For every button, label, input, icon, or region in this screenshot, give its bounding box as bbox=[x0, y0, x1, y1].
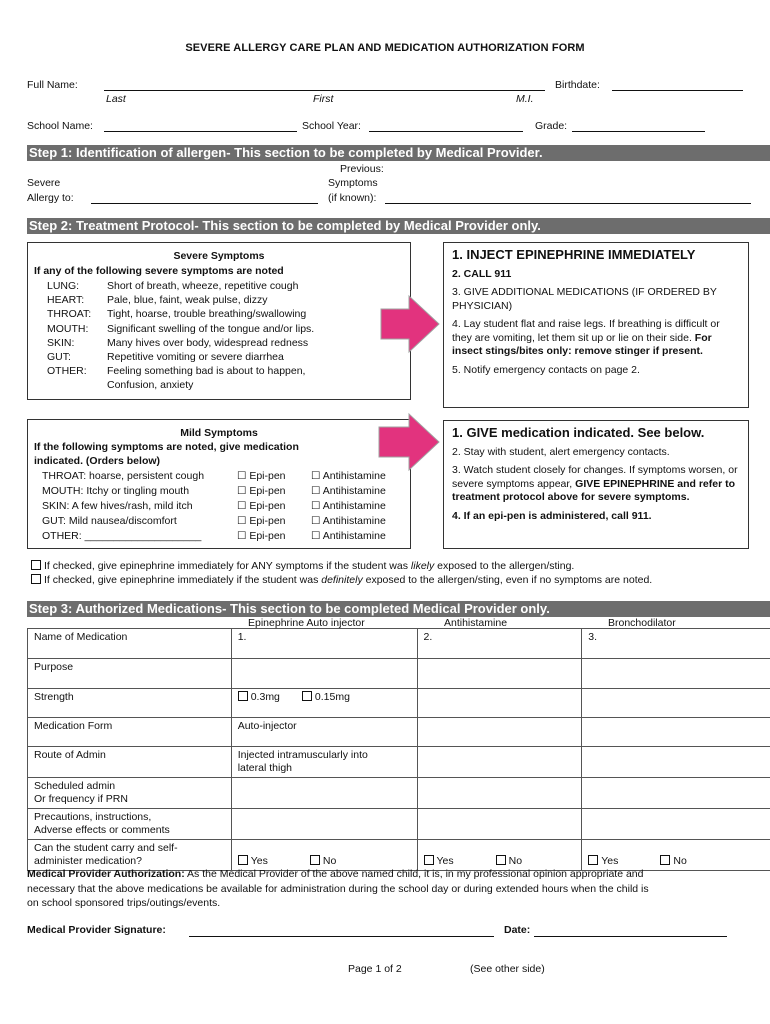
table-row bbox=[28, 747, 770, 778]
severe-symptoms-box bbox=[27, 242, 411, 400]
severe-symptom-label: OTHER: bbox=[47, 365, 87, 378]
severe-symptom-text: Confusion, anxiety bbox=[107, 379, 194, 392]
yes-label: Yes bbox=[250, 855, 268, 867]
no-checkbox[interactable] bbox=[660, 855, 670, 865]
severe-symptom-text: Significant swelling of the tongue and/or lips. bbox=[107, 322, 315, 335]
severe-symptoms-list bbox=[47, 279, 314, 393]
mild-symptom-row bbox=[42, 529, 386, 544]
med-1-form[interactable]: Auto-injector bbox=[231, 718, 417, 747]
route-line-1: Injected intramuscularly into bbox=[237, 749, 368, 761]
row-label: Medication Form bbox=[28, 718, 232, 747]
prec-line-1: Precautions, instructions, bbox=[34, 811, 152, 823]
mild-symptoms-list bbox=[42, 469, 386, 544]
row-label: Name of Medication bbox=[28, 629, 232, 659]
definite-text-end: exposed to the allergen/sting, even if no symptoms are noted. bbox=[362, 574, 653, 586]
no-checkbox[interactable] bbox=[310, 855, 320, 865]
med-3-precautions[interactable] bbox=[582, 809, 770, 840]
sched-line-1: Scheduled admin bbox=[34, 780, 116, 792]
severe-symptom-text: Short of breath, wheeze, repetitive cough bbox=[107, 280, 299, 292]
row-label: Purpose bbox=[28, 659, 232, 689]
mild-step-3-epinephrine: GIVE EPINEPHRINE and refer to treatment protocol above for severe symptoms. bbox=[452, 477, 736, 503]
med-2-name[interactable]: 2. bbox=[417, 629, 582, 659]
epipen-option[interactable]: ☐ Epi-pen bbox=[237, 515, 286, 527]
med-3-schedule[interactable] bbox=[582, 778, 770, 809]
mild-symptom-row bbox=[42, 514, 386, 529]
row-label bbox=[28, 778, 232, 809]
grade-field[interactable] bbox=[572, 131, 705, 132]
mild-symptom-text: THROAT: hoarse, persistent cough bbox=[42, 470, 205, 482]
med-2-purpose[interactable] bbox=[417, 659, 582, 689]
table-row bbox=[28, 689, 770, 718]
yes-checkbox[interactable] bbox=[588, 855, 598, 865]
likely-text-end: exposed to the allergen/sting. bbox=[434, 560, 575, 572]
severe-step-1: 1. INJECT EPINEPHRINE IMMEDIATELY bbox=[452, 247, 696, 262]
medications-table bbox=[27, 628, 770, 871]
severe-allergy-label-1: Severe bbox=[27, 177, 61, 189]
allergy-field[interactable] bbox=[91, 203, 318, 204]
table-row bbox=[28, 840, 770, 871]
definite-text: If checked, give epinephrine immediately if the student was bbox=[44, 574, 322, 586]
antihistamine-option[interactable]: ☐ Antihistamine bbox=[311, 500, 386, 512]
antihistamine-option[interactable]: ☐ Antihistamine bbox=[311, 470, 386, 482]
signature-field[interactable] bbox=[189, 936, 494, 937]
row-label: Strength bbox=[28, 689, 232, 718]
severe-symptom-text: Pale, blue, faint, weak pulse, dizzy bbox=[107, 294, 268, 307]
table-row bbox=[28, 659, 770, 689]
birthdate-field[interactable] bbox=[612, 90, 743, 91]
date-field[interactable] bbox=[534, 936, 727, 937]
yes-checkbox[interactable] bbox=[238, 855, 248, 865]
carry-line-1: Can the student carry and self- bbox=[34, 842, 178, 854]
med-2-strength[interactable] bbox=[417, 689, 582, 718]
row-label bbox=[28, 840, 232, 871]
mild-step-3: 3. Watch student closely for changes. If symptoms worsen, or severe symptoms appear, bbox=[452, 464, 738, 490]
mild-step-2: 2. Stay with student, alert emergency contacts. bbox=[452, 445, 670, 458]
likely-em: likely bbox=[410, 560, 435, 572]
severe-symptom-row bbox=[47, 378, 314, 392]
page-number: Page 1 of 2 bbox=[348, 963, 402, 975]
med-2-carry[interactable] bbox=[417, 840, 582, 871]
grade-label: Grade: bbox=[535, 120, 568, 132]
severe-symptom-label: LUNG: bbox=[47, 280, 80, 292]
mild-symptom-text: SKIN: A few hives/rash, mild itch bbox=[42, 500, 193, 512]
severe-symptom-row bbox=[47, 336, 314, 350]
med-1-name[interactable]: 1. bbox=[231, 629, 417, 659]
strength-03-label: 0.3mg bbox=[250, 691, 280, 703]
severe-symptoms-title: Severe Symptoms bbox=[173, 250, 265, 262]
med-3-carry[interactable] bbox=[582, 840, 770, 871]
med-2-precautions[interactable] bbox=[417, 809, 582, 840]
first-label: First bbox=[313, 93, 334, 105]
med-2-route[interactable] bbox=[417, 747, 582, 778]
med-2-form[interactable] bbox=[417, 718, 582, 747]
authorization-label: Medical Provider Authorization: bbox=[27, 868, 185, 880]
severe-symptom-text: Tight, hoarse, trouble breathing/swallowing bbox=[107, 308, 307, 321]
col-header-epinephrine: Epinephrine Auto injector bbox=[248, 617, 365, 629]
likely-checkbox[interactable] bbox=[31, 560, 41, 570]
previous-symptoms-field[interactable] bbox=[385, 203, 751, 204]
mild-symptoms-intro-1: If the following symptoms are noted, give medication bbox=[34, 441, 299, 453]
strength-015-checkbox[interactable] bbox=[302, 691, 312, 701]
school-name-field[interactable] bbox=[104, 131, 297, 132]
med-3-name[interactable]: 3. bbox=[582, 629, 770, 659]
step2-bar: Step 2: Treatment Protocol- This section to be completed by Medical Provider only. bbox=[27, 218, 770, 234]
strength-03-checkbox[interactable] bbox=[238, 691, 248, 701]
med-3-form[interactable] bbox=[582, 718, 770, 747]
mild-symptom-text: GUT: Mild nausea/discomfort bbox=[42, 515, 177, 527]
previous-label-1: Previous: bbox=[340, 163, 384, 175]
no-label: No bbox=[508, 855, 523, 867]
strength-015-label: 0.15mg bbox=[314, 691, 350, 703]
row-label bbox=[28, 809, 232, 840]
severe-symptom-label: HEART: bbox=[47, 294, 85, 307]
med-1-route[interactable] bbox=[231, 747, 417, 778]
med-3-strength[interactable] bbox=[582, 689, 770, 718]
severe-symptom-label: GUT: bbox=[47, 351, 71, 364]
no-label: No bbox=[322, 855, 337, 867]
likely-exposure-check[interactable] bbox=[31, 560, 574, 572]
mild-symptoms-title: Mild Symptoms bbox=[180, 427, 258, 439]
mild-symptom-row bbox=[42, 499, 386, 514]
antihistamine-option[interactable]: ☐ Antihistamine bbox=[311, 530, 386, 542]
mild-symptom-text: OTHER: ____________________ bbox=[42, 530, 202, 542]
school-year-label: School Year: bbox=[302, 120, 361, 132]
table-row bbox=[28, 718, 770, 747]
yes-checkbox[interactable] bbox=[424, 855, 434, 865]
severe-symptom-row bbox=[47, 322, 314, 336]
last-label: Last bbox=[106, 93, 126, 105]
severe-steps-box bbox=[443, 242, 749, 408]
date-label: Date: bbox=[504, 924, 531, 936]
severe-symptoms-intro: If any of the following severe symptoms are noted bbox=[34, 265, 284, 277]
prec-line-2: Adverse effects or comments bbox=[34, 824, 170, 836]
epipen-option[interactable]: ☐ Epi-pen bbox=[237, 500, 286, 512]
authorization-line-1: As the Medical Provider of the above named child, it is, in my professional opinion appropriate and bbox=[184, 868, 644, 880]
severe-symptom-row bbox=[47, 307, 314, 321]
severe-symptom-text: Repetitive vomiting or severe diarrhea bbox=[107, 351, 284, 364]
med-2-schedule[interactable] bbox=[417, 778, 582, 809]
step1-bar: Step 1: Identification of allergen- This section to be completed by Medical Provider. bbox=[27, 145, 770, 161]
med-1-schedule[interactable] bbox=[231, 778, 417, 809]
definite-em: definitely bbox=[321, 574, 363, 586]
full-name-label: Full Name: bbox=[27, 79, 78, 91]
severe-step-4: 4. Lay student flat and raise legs. If breathing is difficult or they are vomiting, let them sit up or lie on their side. bbox=[452, 318, 720, 344]
row-label: Route of Admin bbox=[28, 747, 232, 778]
severe-symptom-label: THROAT: bbox=[47, 308, 92, 321]
severe-allergy-label-2: Allergy to: bbox=[27, 192, 74, 204]
school-name-label: School Name: bbox=[27, 120, 93, 132]
severe-symptom-label bbox=[47, 378, 107, 392]
severe-step-4-stinger: For insect stings/bites only: remove stinger if present. bbox=[452, 331, 712, 357]
authorization-line-2: necessary that the above medications be available for administration during the school day or during extended hours when the child is bbox=[27, 882, 649, 895]
severe-step-2: 2. CALL 911 bbox=[452, 267, 512, 280]
severe-symptom-row bbox=[47, 279, 314, 293]
severe-symptom-label: MOUTH: bbox=[47, 322, 89, 335]
no-label: No bbox=[673, 855, 687, 867]
full-name-field[interactable] bbox=[104, 90, 545, 91]
table-row bbox=[28, 778, 770, 809]
med-1-carry[interactable] bbox=[231, 840, 417, 871]
med-1-strength[interactable] bbox=[231, 689, 417, 718]
carry-line-2: administer medication? bbox=[34, 855, 142, 867]
severe-symptom-row bbox=[47, 364, 314, 378]
col-header-antihistamine: Antihistamine bbox=[444, 617, 508, 629]
mild-arrow-icon bbox=[377, 412, 441, 472]
mild-symptom-row bbox=[42, 469, 386, 484]
definite-exposure-check[interactable] bbox=[31, 574, 652, 586]
birthdate-label: Birthdate: bbox=[555, 79, 600, 91]
school-year-field[interactable] bbox=[369, 131, 523, 132]
likely-text: If checked, give epinephrine immediately for ANY symptoms if the student was bbox=[44, 560, 411, 572]
form-title: SEVERE ALLERGY CARE PLAN AND MEDICATION AUTHORIZATION FORM bbox=[185, 42, 585, 54]
mi-label: M.I. bbox=[516, 93, 534, 105]
col-header-bronchodilator: Bronchodilator bbox=[608, 617, 676, 629]
previous-label-3: (if known): bbox=[328, 192, 377, 204]
severe-arrow-icon bbox=[379, 294, 441, 354]
severe-symptom-row bbox=[47, 350, 314, 364]
mild-symptoms-box bbox=[27, 419, 411, 549]
epipen-option[interactable]: ☐ Epi-pen bbox=[237, 530, 286, 542]
mild-steps-box bbox=[443, 420, 749, 549]
signature-label: Medical Provider Signature: bbox=[27, 924, 166, 936]
table-row bbox=[28, 809, 770, 840]
med-3-purpose[interactable] bbox=[582, 659, 770, 689]
route-line-2: lateral thigh bbox=[237, 762, 293, 774]
med-3-route[interactable] bbox=[582, 747, 770, 778]
step3-bar: Step 3: Authorized Medications- This section to be completed Medical Provider only. bbox=[27, 601, 770, 617]
mild-symptom-row bbox=[42, 484, 386, 499]
mild-symptom-text: MOUTH: Itchy or tingling mouth bbox=[42, 485, 190, 497]
sched-line-2: Or frequency if PRN bbox=[34, 793, 128, 805]
yes-label: Yes bbox=[436, 855, 454, 867]
severe-step-5: 5. Notify emergency contacts on page 2. bbox=[452, 363, 640, 376]
med-1-precautions[interactable] bbox=[231, 809, 417, 840]
no-checkbox[interactable] bbox=[496, 855, 506, 865]
severe-symptom-row bbox=[47, 293, 314, 307]
epipen-option[interactable]: ☐ Epi-pen bbox=[237, 485, 286, 497]
epipen-option[interactable]: ☐ Epi-pen bbox=[237, 470, 286, 482]
definite-checkbox[interactable] bbox=[31, 574, 41, 584]
med-1-purpose[interactable] bbox=[231, 659, 417, 689]
severe-symptom-label: SKIN: bbox=[47, 336, 75, 349]
severe-symptom-text: Many hives over body, widespread redness bbox=[107, 336, 309, 349]
antihistamine-option[interactable]: ☐ Antihistamine bbox=[311, 485, 386, 497]
severe-step-3: 3. GIVE ADDITIONAL MEDICATIONS (IF ORDERED BY PHYSICIAN) bbox=[452, 286, 717, 312]
antihistamine-option[interactable]: ☐ Antihistamine bbox=[311, 515, 386, 527]
previous-label-2: Symptoms bbox=[328, 177, 378, 189]
mild-step-1: 1. GIVE medication indicated. See below. bbox=[452, 425, 705, 440]
authorization-line-3: on school sponsored trips/outings/events. bbox=[27, 897, 221, 909]
mild-step-4: 4. If an epi-pen is administered, call 911. bbox=[452, 509, 652, 522]
yes-label: Yes bbox=[601, 855, 619, 867]
see-other-side: (See other side) bbox=[470, 963, 545, 975]
severe-symptom-text: Feeling something bad is about to happen, bbox=[107, 365, 306, 378]
authorization-text bbox=[27, 867, 649, 911]
mild-symptoms-intro-2: indicated. (Orders below) bbox=[34, 455, 161, 467]
table-row bbox=[28, 629, 770, 659]
